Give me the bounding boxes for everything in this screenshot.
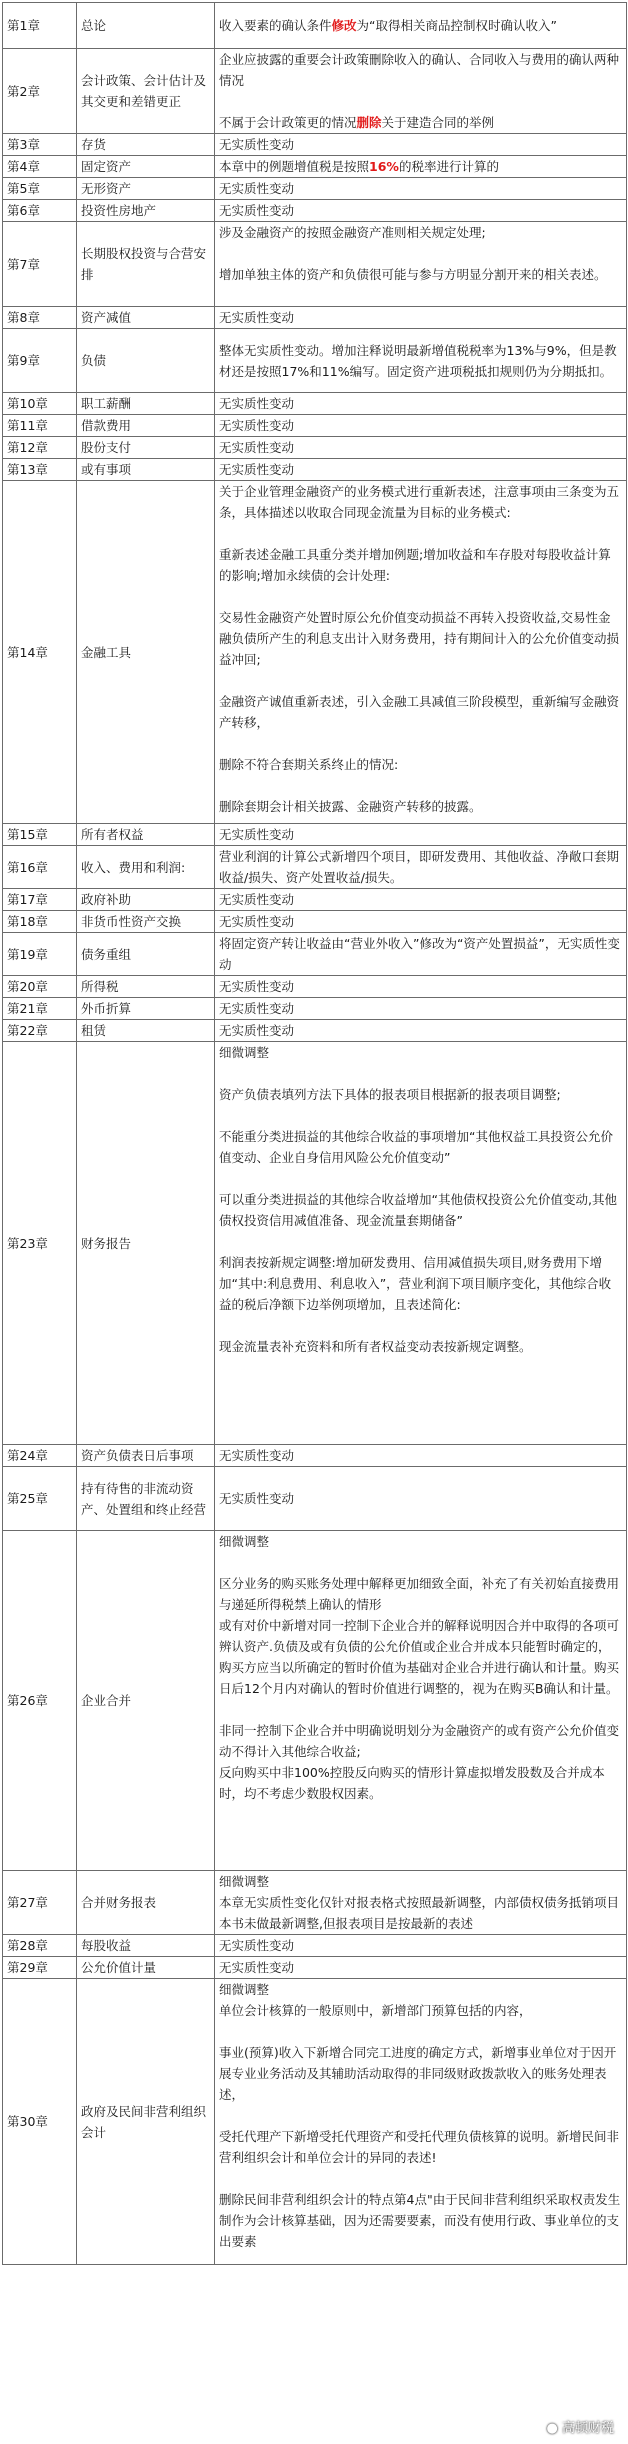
content-paragraph: 删除不符合套期关系终止的情况:: [219, 757, 399, 772]
content-paragraph: 整体无实质性变动。增加注释说明最新增值税税率为13%与9%，但是教材还是按照17%和11%编写。固定资产进项税抵扣规则仍为分期抵扣。: [219, 342, 617, 379]
chapter-cell: 第21章: [3, 998, 77, 1020]
watermark-text: 高顿财税: [561, 2421, 614, 2436]
content-cell: [215, 976, 627, 998]
table-row: [3, 824, 627, 846]
content-paragraph: 重新表述金融工具重分类并增加例题;增加收益和车存股对每股收益计算的影响;增加永续债的会计处理:: [219, 547, 611, 583]
content-paragraph: 可以重分类进损益的其他综合收益增加“其他债权投资公允价值变动,其他债权投资信用减值准备、现金流量套期储备”: [219, 1192, 617, 1228]
chapter-cell: 第1章: [3, 3, 77, 49]
table-row: [3, 889, 627, 911]
content-paragraph: 资产负债表填列方法下具体的报表项目根据新的报表项目调整;: [219, 1087, 561, 1102]
table-row: [3, 329, 627, 393]
content-paragraph: 无实质性变动: [219, 1960, 295, 1975]
content-cell: [215, 1445, 627, 1467]
content-paragraph: 无实质性变动: [219, 914, 295, 929]
content-cell: [215, 200, 627, 222]
topic-cell: 非货币性资产交换: [77, 911, 215, 933]
table-row: [3, 1531, 627, 1871]
topic-cell: 资产减值: [77, 307, 215, 329]
content-cell: [215, 933, 627, 976]
topic-cell: 负债: [77, 329, 215, 393]
content-paragraph: 无实质性变动: [219, 892, 295, 907]
chapter-cell: 第18章: [3, 911, 77, 933]
content-cell: [215, 998, 627, 1020]
content-paragraph: 无实质性变动: [219, 418, 295, 433]
content-cell: [215, 1957, 627, 1979]
content-paragraph: 营业利润的计算公式新增四个项目，即研发费用、其他收益、净敞口套期收益/损失、资产处置收益/损失。: [219, 849, 620, 885]
topic-cell: 金融工具: [77, 481, 215, 824]
content-cell: [215, 222, 627, 307]
content-paragraph: 非同一控制下企业合并中明确说明划分为金融资产的或有资产公允价值变动不得计入其他综合收益;: [219, 1723, 620, 1759]
chapter-cell: 第10章: [3, 393, 77, 415]
chapter-cell: 第13章: [3, 459, 77, 481]
content-paragraph: 区分业务的购买账务处理中解释更加细致全面，补充了有关初始直接费用与递延所得税禁上确认的情形: [219, 1576, 620, 1612]
topic-cell: 总论: [77, 3, 215, 49]
chapter-cell: 第23章: [3, 1042, 77, 1445]
highlight-text: 16%: [369, 159, 399, 174]
content-paragraph: 涉及金融资产的按照金融资产准则相关规定处理;: [219, 225, 486, 240]
content-paragraph: 细微调整: [219, 1874, 270, 1889]
content-cell: [215, 1871, 627, 1935]
table-row: [3, 1957, 627, 1979]
chapter-cell: 第3章: [3, 134, 77, 156]
chapter-cell: 第19章: [3, 933, 77, 976]
table-row: [3, 481, 627, 824]
content-paragraph: 无实质性变动: [219, 1023, 295, 1038]
content-paragraph: 企业应披露的重要会计政策刪除收入的确认、合同收入与费用的确认两种情况: [219, 52, 620, 88]
table-row: [3, 1871, 627, 1935]
content-paragraph: 无实质性变动: [219, 396, 295, 411]
topic-cell: 公允价值计量: [77, 1957, 215, 1979]
topic-cell: 政府及民间非营利组织会计: [77, 1979, 215, 2265]
content-paragraph: 细微调整: [219, 1534, 270, 1549]
topic-cell: 收入、费用和利润:: [77, 846, 215, 889]
chapter-cell: 第5章: [3, 178, 77, 200]
content-paragraph: 无实质性变动: [219, 440, 295, 455]
topic-cell: 企业合并: [77, 1531, 215, 1871]
content-cell: [215, 393, 627, 415]
camera-icon: ●: [546, 2421, 558, 2436]
topic-cell: 会计政策、会计估计及其交更和差错更正: [77, 49, 215, 134]
content-paragraph: 受托代理产下新增受托代理资产和受托代理负债核算的说明。新增民间非营利组织会计和单位会计的异同的表述!: [219, 2129, 620, 2165]
topic-cell: 债务重组: [77, 933, 215, 976]
content-cell: [215, 846, 627, 889]
table-row: [3, 156, 627, 178]
content-cell: [215, 134, 627, 156]
content-paragraph: 无实质性变动: [219, 310, 295, 325]
chapter-cell: 第4章: [3, 156, 77, 178]
content-paragraph: 细微调整: [219, 1982, 270, 1997]
content-paragraph: 无实质性变动: [219, 203, 295, 218]
topic-cell: 政府补助: [77, 889, 215, 911]
content-paragraph: 关于企业管理金融资产的业务模式进行重新表述，注意事项由三条变为五条，具体描述以收取合同现金流量为目标的业务模式:: [219, 484, 620, 520]
topic-cell: 所有者权益: [77, 824, 215, 846]
content-paragraph: 单位会计核算的一般原则中，新增部门预算包括的内容，: [219, 2003, 532, 2018]
content-cell: [215, 1042, 627, 1445]
chapter-cell: 第14章: [3, 481, 77, 824]
content-paragraph: 无实质性变动: [219, 979, 295, 994]
content-paragraph: 无实质性变动: [219, 1938, 295, 1953]
table-row: [3, 1979, 627, 2265]
watermark: [547, 2417, 615, 2436]
chapter-cell: 第30章: [3, 1979, 77, 2265]
table-body: [3, 3, 627, 2265]
table-row: [3, 415, 627, 437]
content-paragraph: 无实质性变动: [219, 1448, 295, 1463]
chapter-cell: 第25章: [3, 1467, 77, 1531]
table-row: [3, 976, 627, 998]
content-paragraph: 将固定资产转让收益由“营业外收入”修改为“资产处置损益”，无实质性变动: [219, 936, 620, 972]
table-row: [3, 1935, 627, 1957]
chapter-cell: 第15章: [3, 824, 77, 846]
content-cell: [215, 481, 627, 824]
chapter-cell: 第26章: [3, 1531, 77, 1871]
chapter-cell: 第22章: [3, 1020, 77, 1042]
topic-cell: 固定资产: [77, 156, 215, 178]
content-paragraph: 反向购买中非100%控股反向购买的情形计算虚拟增发股数及合并成本时，均不考虑少数股权因素。: [219, 1765, 605, 1801]
content-paragraph: 无实质性变动: [219, 137, 295, 152]
content-cell: [215, 889, 627, 911]
chapter-cell: 第20章: [3, 976, 77, 998]
topic-cell: 职工薪酬: [77, 393, 215, 415]
topic-cell: 持有待售的非流动资产、处置组和终止经营: [77, 1467, 215, 1531]
content-cell: [215, 49, 627, 134]
chapter-cell: 第9章: [3, 329, 77, 393]
table-row: [3, 437, 627, 459]
topic-cell: 借款费用: [77, 415, 215, 437]
topic-cell: 合并财务报表: [77, 1871, 215, 1935]
content-cell: [215, 1935, 627, 1957]
content-cell: [215, 911, 627, 933]
content-paragraph: 增加单独主体的资产和负债很可能与参与方明显分割开来的相关表述。: [219, 267, 607, 282]
content-paragraph: 删除民间非营利组织会计的特点第4点"由于民间非营利组织采取权责发生制作为会计核算基础，因为还需要要素，而没有使用行政、事业单位的支出要素: [219, 2192, 621, 2249]
chapter-cell: 第27章: [3, 1871, 77, 1935]
chapter-cell: 第6章: [3, 200, 77, 222]
content-paragraph: 无实质性变动: [219, 827, 295, 842]
content-cell: [215, 1020, 627, 1042]
content-paragraph: 金融资产诚值重新表述，引入金融工具减值三阶段模型，重新编写金融资产转移，: [219, 694, 620, 730]
content-cell: [215, 329, 627, 393]
content-cell: [215, 3, 627, 49]
table-row: [3, 1467, 627, 1531]
table-row: [3, 307, 627, 329]
topic-cell: 存货: [77, 134, 215, 156]
content-paragraph: 本章中的例题增值税是按照16%的税率进行计算的: [219, 159, 499, 174]
table-row: [3, 846, 627, 889]
content-cell: [215, 824, 627, 846]
content-paragraph: 无实质性变动: [219, 181, 295, 196]
topic-cell: 所得税: [77, 976, 215, 998]
content-paragraph: 删除套期会计相关披露、金融资产转移的披露。: [219, 799, 482, 814]
chapter-cell: 第28章: [3, 1935, 77, 1957]
topic-cell: 无形资产: [77, 178, 215, 200]
content-paragraph: 利润表按新规定调整:增加研发费用、信用减值损失项目,财务费用下增加“其中:利息费用、利息收入”，营业利润下项目顺序变化，其他综合收益的税后净额下边举例项增加，且表述简化:: [219, 1255, 612, 1312]
table-row: [3, 933, 627, 976]
content-paragraph: 无实质性变动: [219, 1001, 295, 1016]
topic-cell: 投资性房地产: [77, 200, 215, 222]
table-row: [3, 393, 627, 415]
chapter-cell: 第7章: [3, 222, 77, 307]
topic-cell: 财务报告: [77, 1042, 215, 1445]
table-row: [3, 911, 627, 933]
content-paragraph: 不能重分类进损益的其他综合收益的事项增加“其他权益工具投资公允价值变动、企业自身信用风险公允价值变动”: [219, 1129, 613, 1165]
table-row: [3, 998, 627, 1020]
content-cell: [215, 415, 627, 437]
content-cell: [215, 1467, 627, 1531]
highlight-text: 删除: [356, 115, 382, 130]
chapter-cell: 第29章: [3, 1957, 77, 1979]
topic-cell: 租赁: [77, 1020, 215, 1042]
chapter-cell: 第16章: [3, 846, 77, 889]
table-row: [3, 200, 627, 222]
chapter-cell: 第12章: [3, 437, 77, 459]
content-cell: [215, 459, 627, 481]
content-paragraph: 不属于会计政策更的情况删除关于建造合同的举例: [219, 115, 495, 130]
change-summary-table: [2, 2, 627, 2265]
content-paragraph: 收入要素的确认条件修改为“取得相关商品控制权时确认收入”: [219, 18, 557, 33]
chapter-cell: 第8章: [3, 307, 77, 329]
content-paragraph: 事业(预算)收入下新增合同完工进度的确定方式，新增事业单位对于因开展专业业务活动及其辅助活动取得的非同级财政拨款收入的账务处理表述，: [219, 2045, 617, 2102]
content-paragraph: 交易性金融资产处置时原公允价值变动损益不再转入投资收益,交易性金融负债所产生的利息支出计入财务费用，持有期间计入的公允价值变动损益冲回;: [219, 610, 620, 667]
topic-cell: 资产负债表日后事项: [77, 1445, 215, 1467]
topic-cell: 每股收益: [77, 1935, 215, 1957]
table-row: [3, 3, 627, 49]
content-paragraph: 无实质性变动: [219, 462, 295, 477]
content-cell: [215, 307, 627, 329]
table-row: [3, 178, 627, 200]
topic-cell: 或有事项: [77, 459, 215, 481]
topic-cell: 外币折算: [77, 998, 215, 1020]
content-paragraph: 或有对价中新增对同一控制下企业合并的解释说明因合并中取得的各项可辨认资产.负债及或有负债的公允价值或企业合并成本只能暂时确定的，购买方应当以所确定的暂时价值为基础对企业合并进行确认和计量。购买日后12个月内对确认的暂时价值进行调整的，视为在购买B确认和计量。: [219, 1618, 620, 1696]
content-paragraph: 本章无实质性变化仅针对报表格式按照最新调整，内部债权债务抵销项目本书未做最新调整,但报表项目是按最新的表述: [219, 1895, 620, 1931]
table-row: [3, 1020, 627, 1042]
content-cell: [215, 1979, 627, 2265]
chapter-cell: 第11章: [3, 415, 77, 437]
table-row: [3, 222, 627, 307]
table-row: [3, 459, 627, 481]
chapter-cell: 第2章: [3, 49, 77, 134]
chapter-cell: 第17章: [3, 889, 77, 911]
topic-cell: 长期股权投资与合营安排: [77, 222, 215, 307]
chapter-cell: 第24章: [3, 1445, 77, 1467]
content-paragraph: 细微调整: [219, 1045, 270, 1060]
content-cell: [215, 437, 627, 459]
topic-cell: 股份支付: [77, 437, 215, 459]
table-row: [3, 49, 627, 134]
table-row: [3, 134, 627, 156]
highlight-text: 修改: [331, 18, 357, 33]
table-row: [3, 1042, 627, 1445]
content-cell: [215, 156, 627, 178]
content-cell: [215, 1531, 627, 1871]
table-row: [3, 1445, 627, 1467]
content-paragraph: 现金流量表补充资料和所有者权益变动表按新规定调整。: [219, 1339, 532, 1354]
content-paragraph: 无实质性变动: [219, 1491, 295, 1506]
content-cell: [215, 178, 627, 200]
